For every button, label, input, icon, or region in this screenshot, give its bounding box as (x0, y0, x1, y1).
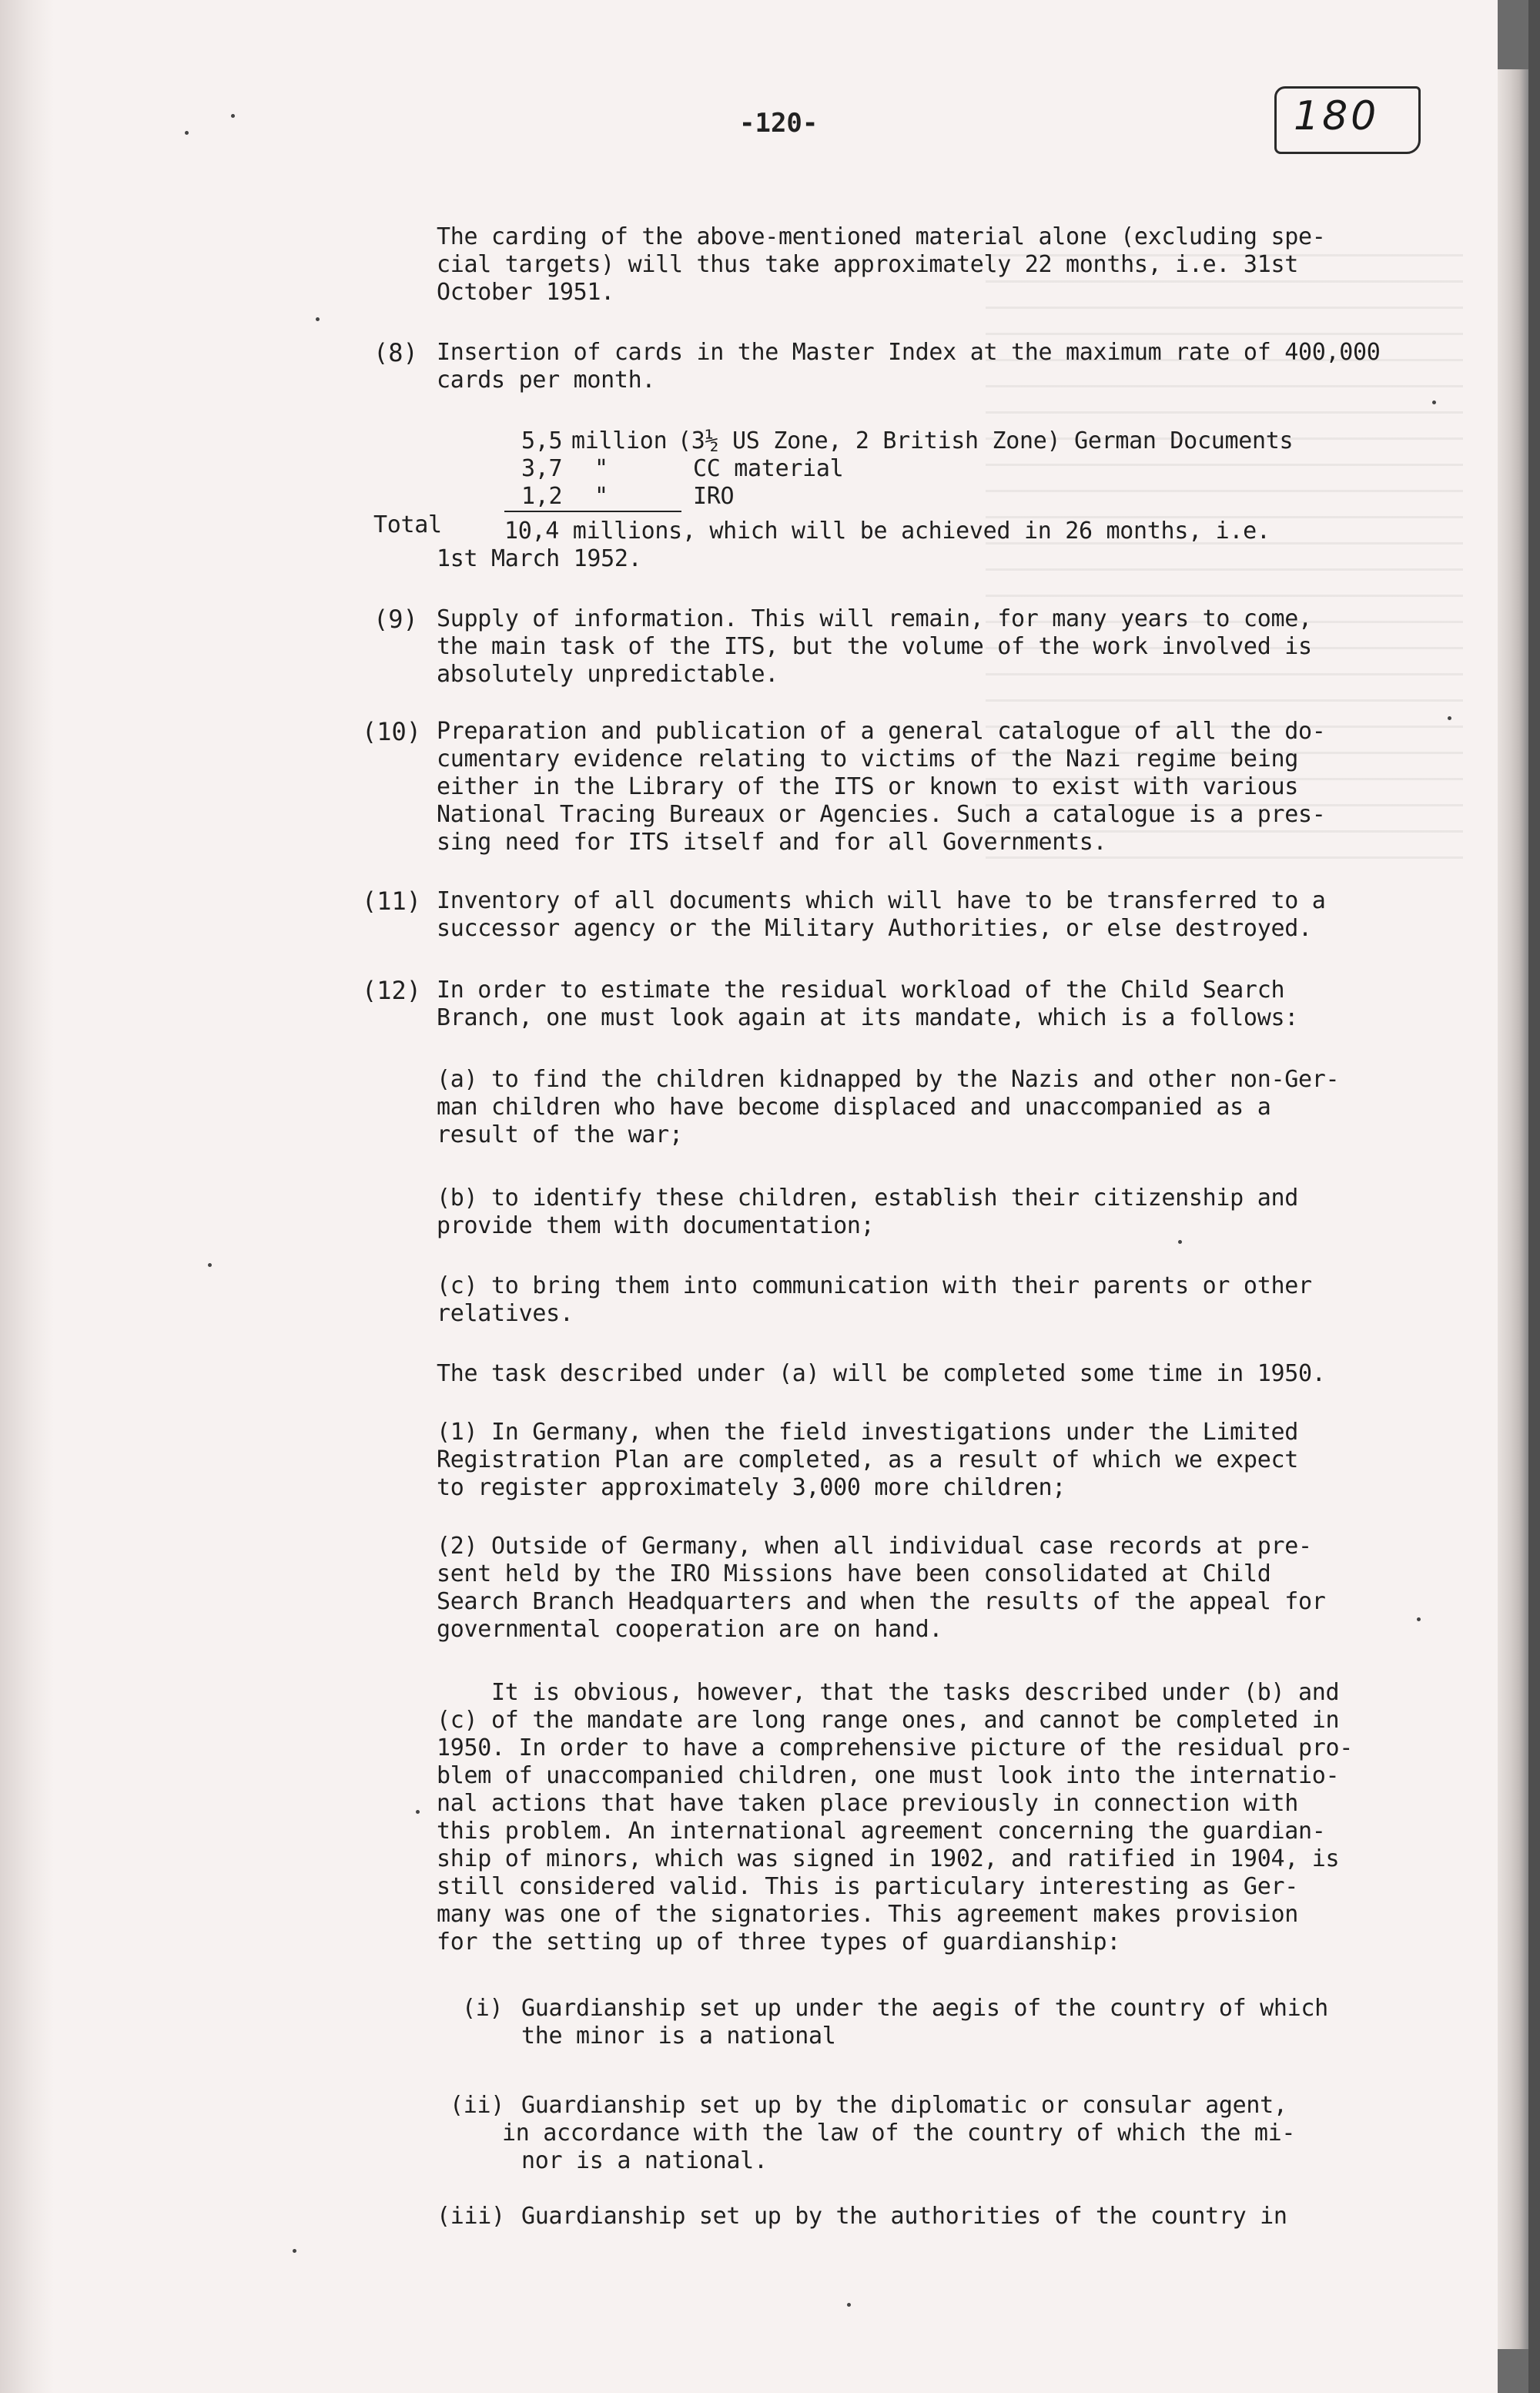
item-number: (10) (362, 717, 422, 746)
text-line: Guardianship set up by the diplomatic or consular agent, (521, 2092, 1287, 2119)
text-line: (1) In Germany, when the field investigations under the Limited (437, 1419, 1298, 1446)
text-line: Inventory of all documents which will have to be transferred to a (437, 887, 1326, 914)
table-unit: million (571, 427, 668, 454)
text-line: (b) to identify these children, establish their citizenship and (437, 1185, 1298, 1212)
scan-speck (316, 317, 320, 321)
item-number: (11) (362, 886, 422, 916)
text-line: successor agency or the Military Authorities, or else destroyed. (437, 915, 1312, 942)
item-number: (ii) (450, 2092, 505, 2119)
text-line: Guardianship set up by the authorities of the country in (521, 2203, 1287, 2230)
text-line: absolutely unpredictable. (437, 661, 779, 688)
scan-speck (1178, 1240, 1182, 1244)
text-line: to register approximately 3,000 more children; (437, 1474, 1066, 1501)
text-line: nal actions that have taken place previously in connection with (437, 1790, 1298, 1817)
item-number: (8) (373, 338, 418, 367)
text-line: for the setting up of three types of guardianship: (437, 1929, 1121, 1956)
text-line: this problem. An international agreement concerning the guardian- (437, 1818, 1326, 1845)
page-number: -120- (739, 108, 819, 139)
item-number: (i) (462, 1995, 504, 2022)
sum-rule (504, 511, 681, 512)
text-line: Branch, one must look again at its mandate, which is a follows: (437, 1004, 1298, 1031)
text-line: cards per month. (437, 367, 656, 394)
scan-background (1528, 0, 1540, 2393)
scan-speck (208, 1263, 212, 1267)
table-unit: " (594, 455, 608, 482)
table-amount: 1,2 (521, 483, 563, 510)
scan-speck (293, 2249, 296, 2253)
scan-speck (1417, 1617, 1421, 1621)
text-line: sent held by the IRO Missions have been consolidated at Child (437, 1560, 1271, 1587)
total-line: 10,4 millions, which will be achieved in 26 months, i.e. (504, 518, 1270, 545)
text-line: cial targets) will thus take approximately 22 months, i.e. 31st (437, 251, 1298, 278)
table-unit: " (594, 483, 608, 510)
item-number: (12) (362, 976, 422, 1005)
text-line: still considered valid. This is particulary interesting as Ger- (437, 1873, 1298, 1900)
scan-speck (1432, 401, 1436, 404)
item-number: (iii) (437, 2203, 505, 2230)
scan-speck (847, 2303, 851, 2307)
text-line: (c) to bring them into communication with their parents or other (437, 1272, 1312, 1299)
text-line: relatives. (437, 1300, 574, 1327)
page-stack-edge (1498, 69, 1528, 2349)
text-line: Search Branch Headquarters and when the results of the appeal for (437, 1588, 1326, 1615)
table-desc: IRO (693, 483, 735, 510)
scan-speck (1448, 716, 1451, 720)
text-line: It is obvious, however, that the tasks described under (b) and (437, 1679, 1340, 1706)
text-line: Preparation and publication of a general catalogue of all the do- (437, 718, 1326, 745)
table-desc: CC material (693, 455, 844, 482)
scan-speck (185, 131, 189, 135)
text-line: (c) of the mandate are long range ones, and cannot be completed in (437, 1707, 1340, 1734)
text-line: man children who have become displaced and unaccompanied as a (437, 1094, 1271, 1121)
text-line: Supply of information. This will remain, for many years to come, (437, 605, 1312, 632)
text-line: sing need for ITS itself and for all Governments. (437, 829, 1107, 856)
text-line: Guardianship set up under the aegis of the country of which (521, 1995, 1328, 2022)
text-line: Registration Plan are completed, as a result of which we expect (437, 1446, 1298, 1473)
scan-speck (416, 1810, 420, 1814)
text-line: governmental cooperation are on hand. (437, 1616, 943, 1643)
text-line: in accordance with the law of the country of which the mi- (502, 2120, 1296, 2147)
text-line: the main task of the ITS, but the volume of the work involved is (437, 633, 1312, 660)
text-line: result of the war; (437, 1121, 683, 1148)
text-line: the minor is a national (521, 2023, 836, 2049)
text-line: (2) Outside of Germany, when all individual case records at pre- (437, 1533, 1312, 1560)
text-line: provide them with documentation; (437, 1212, 875, 1239)
text-line: (a) to find the children kidnapped by the Nazis and other non-Ger- (437, 1066, 1340, 1093)
text-line: nor is a national. (521, 2147, 768, 2174)
stamp-number: 180 (1294, 93, 1380, 139)
table-amount: 5,5 (521, 427, 563, 454)
archive-stamp (1274, 86, 1421, 154)
table-desc: (3½ US Zone, 2 British Zone) German Documents (678, 427, 1294, 454)
total-line: 1st March 1952. (437, 545, 642, 572)
text-line: ship of minors, which was signed in 1902, and ratified in 1904, is (437, 1845, 1340, 1872)
item-number: (9) (373, 605, 418, 634)
binder-shadow (0, 0, 54, 2393)
text-line: Insertion of cards in the Master Index at the maximum rate of 400,000 (437, 339, 1381, 366)
text-line: In order to estimate the residual workload of the Child Search (437, 977, 1285, 1004)
text-line: The task described under (a) will be completed some time in 1950. (437, 1360, 1326, 1387)
text-line: The carding of the above-mentioned material alone (excluding spe- (437, 223, 1326, 250)
total-label: Total (373, 511, 442, 538)
text-line: cumentary evidence relating to victims of the Nazi regime being (437, 746, 1298, 773)
text-line: 1950. In order to have a comprehensive picture of the residual pro- (437, 1734, 1354, 1761)
text-line: either in the Library of the ITS or known to exist with various (437, 773, 1298, 800)
text-line: October 1951. (437, 279, 614, 306)
table-amount: 3,7 (521, 455, 563, 482)
text-line: blem of unaccompanied children, one must look into the internatio- (437, 1762, 1340, 1789)
scan-speck (231, 114, 235, 118)
text-line: National Tracing Bureaux or Agencies. Such a catalogue is a pres- (437, 801, 1326, 828)
text-line: many was one of the signatories. This agreement makes provision (437, 1901, 1298, 1928)
